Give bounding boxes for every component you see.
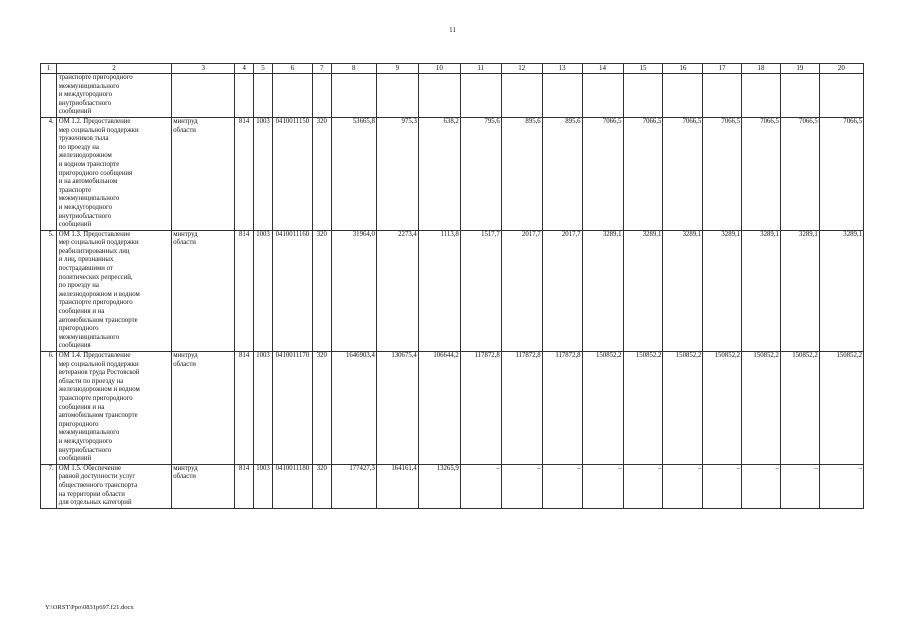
value-cell: – bbox=[819, 464, 863, 508]
table-body bbox=[41, 74, 864, 509]
measure-name-line: и водном транспорте bbox=[58, 160, 120, 168]
value-cell: 3289,1 bbox=[582, 230, 623, 351]
executor bbox=[172, 74, 235, 118]
measure-name-line: транспорте пригородного bbox=[58, 299, 133, 307]
value-cell: 1517,7 bbox=[460, 230, 501, 351]
column-number-16: 16 bbox=[663, 64, 703, 74]
value-cell: – bbox=[780, 464, 819, 508]
measure-name-line: автомобильном транспорте bbox=[58, 412, 138, 420]
measure-name-line: по проезду на bbox=[58, 282, 99, 290]
value-cell bbox=[703, 74, 742, 118]
value-cell: 31964,0 bbox=[331, 230, 376, 351]
column-number-12: 12 bbox=[501, 64, 542, 74]
column-number-7: 7 bbox=[312, 64, 331, 74]
column-number-20: 20 bbox=[819, 64, 863, 74]
measure-name-line: межмуниципального bbox=[58, 195, 120, 203]
column-number-4: 4 bbox=[235, 64, 254, 74]
expense-type-code: 320 bbox=[312, 352, 331, 465]
column-number-19: 19 bbox=[780, 64, 819, 74]
measure-name-line: общественного транспорта bbox=[58, 481, 138, 489]
value-cell: 7066,5 bbox=[582, 117, 623, 230]
measure-name bbox=[56, 464, 171, 508]
target-article-code: 0410011160 bbox=[272, 230, 312, 351]
grbs-code: 814 bbox=[235, 117, 254, 230]
measure-name-line: и междугородного bbox=[58, 91, 113, 99]
executor bbox=[172, 117, 235, 230]
value-cell: 53665,8 bbox=[331, 117, 376, 230]
measure-name-line: сообщений bbox=[58, 455, 92, 463]
value-cell bbox=[663, 74, 703, 118]
value-cell: 130675,4 bbox=[376, 352, 418, 465]
measure-name-line: равной доступности услуг bbox=[58, 473, 136, 481]
measure-name-line: пригородного bbox=[58, 325, 99, 333]
executor-line: минтруд bbox=[173, 230, 198, 238]
value-cell: 150852,2 bbox=[663, 352, 703, 465]
column-number-18: 18 bbox=[742, 64, 781, 74]
value-cell bbox=[819, 74, 863, 118]
value-cell: – bbox=[742, 464, 781, 508]
measure-name-line: мер социальной поддержки bbox=[58, 360, 139, 368]
table-row bbox=[41, 117, 864, 230]
executor bbox=[172, 230, 235, 351]
executor-line: области bbox=[173, 360, 196, 368]
measure-name-line: и лиц, признанных bbox=[58, 256, 114, 264]
value-cell bbox=[623, 74, 663, 118]
expense-type-code: 320 bbox=[312, 117, 331, 230]
value-cell bbox=[376, 74, 418, 118]
value-cell: 117872,8 bbox=[542, 352, 582, 465]
target-article-code: 0410011150 bbox=[272, 117, 312, 230]
executor-line: области bbox=[173, 239, 196, 247]
measure-name-line: на территории области bbox=[58, 490, 125, 498]
value-cell: 795,6 bbox=[460, 117, 501, 230]
measure-name-line: железнодорожном bbox=[58, 152, 112, 160]
measure-name-line: транспорте bbox=[58, 186, 92, 194]
measure-name-line: пригородного сообщения bbox=[58, 169, 133, 177]
column-number-row bbox=[41, 64, 864, 74]
value-cell bbox=[780, 74, 819, 118]
executor-line: области bbox=[173, 473, 196, 481]
column-number-15: 15 bbox=[623, 64, 663, 74]
section-code: 1003 bbox=[254, 352, 273, 465]
budget-table bbox=[40, 63, 864, 509]
column-number-3: 3 bbox=[172, 64, 235, 74]
executor-line: минтруд bbox=[173, 352, 198, 359]
column-number-10: 10 bbox=[418, 64, 460, 74]
measure-name bbox=[56, 352, 171, 465]
value-cell: 3289,1 bbox=[663, 230, 703, 351]
measure-name-line: пригородного bbox=[58, 420, 99, 428]
value-cell: 150852,2 bbox=[819, 352, 863, 465]
grbs-code: 814 bbox=[235, 230, 254, 351]
executor-line: области bbox=[173, 126, 196, 134]
measure-name-line: области по проезду на bbox=[58, 377, 124, 385]
row-index: 5. bbox=[41, 230, 57, 351]
table-row bbox=[41, 230, 864, 351]
value-cell: – bbox=[703, 464, 742, 508]
column-number-17: 17 bbox=[703, 64, 742, 74]
measure-name-line: внутриобластного bbox=[58, 99, 112, 107]
executor bbox=[172, 464, 235, 508]
target-article-code: 0410011180 bbox=[272, 464, 312, 508]
value-cell: 117872,8 bbox=[501, 352, 542, 465]
column-number-14: 14 bbox=[582, 64, 623, 74]
measure-name-line: и междугородного bbox=[58, 203, 113, 211]
measure-name-line: транспорте пригородного bbox=[58, 394, 133, 402]
measure-name-line: для отдельных категорий bbox=[58, 499, 132, 507]
executor-line: минтруд bbox=[173, 464, 198, 472]
value-cell bbox=[582, 74, 623, 118]
measure-name-line: и междугородного bbox=[58, 437, 113, 445]
measure-name-line: сообщения bbox=[58, 342, 91, 350]
measure-name-line: ОМ 1.5. Обеспечение bbox=[58, 464, 121, 472]
measure-name-line: межмуниципального bbox=[58, 82, 120, 90]
value-cell bbox=[331, 74, 376, 118]
value-cell: 3289,1 bbox=[703, 230, 742, 351]
column-number-5: 5 bbox=[254, 64, 273, 74]
value-cell: 7066,5 bbox=[623, 117, 663, 230]
expense-type-code bbox=[312, 74, 331, 118]
grbs-code: 814 bbox=[235, 352, 254, 465]
section-code: 1003 bbox=[254, 230, 273, 351]
table-row bbox=[41, 352, 864, 465]
section-code bbox=[254, 74, 273, 118]
measure-name bbox=[56, 74, 171, 118]
value-cell: 1113,8 bbox=[418, 230, 460, 351]
column-number-8: 8 bbox=[331, 64, 376, 74]
value-cell bbox=[542, 74, 582, 118]
target-article-code bbox=[272, 74, 312, 118]
section-code: 1003 bbox=[254, 117, 273, 230]
measure-name-line: по проезду на bbox=[58, 143, 99, 151]
document-file-path: Y:\ORST\Ppo\0831p697.f21.docx bbox=[45, 604, 134, 611]
measure-name-line: сообщений bbox=[58, 221, 92, 229]
measure-name-line: ОМ 1.3. Предоставление bbox=[58, 230, 131, 238]
value-cell: – bbox=[663, 464, 703, 508]
value-cell: 150852,2 bbox=[703, 352, 742, 465]
value-cell: 7066,5 bbox=[703, 117, 742, 230]
measure-name-line: политических репрессий, bbox=[58, 273, 133, 281]
grbs-code bbox=[235, 74, 254, 118]
measure-name-line: железнодорожном и водном bbox=[58, 386, 140, 394]
measure-name-line: автомобильном транспорте bbox=[58, 316, 138, 324]
value-cell: 117872,8 bbox=[460, 352, 501, 465]
value-cell: – bbox=[623, 464, 663, 508]
measure-name-line: ветеранов труда Ростовской bbox=[58, 369, 140, 377]
value-cell: 638,2 bbox=[418, 117, 460, 230]
value-cell: – bbox=[582, 464, 623, 508]
row-index: 7. bbox=[41, 464, 57, 508]
value-cell: 3289,1 bbox=[819, 230, 863, 351]
value-cell bbox=[742, 74, 781, 118]
measure-name-line: сообщения и на bbox=[58, 403, 105, 411]
section-code: 1003 bbox=[254, 464, 273, 508]
measure-name-line: ОМ 1.2. Предоставление bbox=[58, 117, 131, 125]
column-number-9: 9 bbox=[376, 64, 418, 74]
value-cell: 2017,7 bbox=[501, 230, 542, 351]
target-article-code: 0410011170 bbox=[272, 352, 312, 465]
executor-line: минтруд bbox=[173, 117, 198, 125]
measure-name bbox=[56, 230, 171, 351]
value-cell: 3289,1 bbox=[623, 230, 663, 351]
measure-name-line: мер социальной поддержки bbox=[58, 239, 139, 247]
value-cell: 164161,4 bbox=[376, 464, 418, 508]
column-number-13: 13 bbox=[542, 64, 582, 74]
row-index: 4. bbox=[41, 117, 57, 230]
column-number-11: 11 bbox=[460, 64, 501, 74]
value-cell: 1646903,4 bbox=[331, 352, 376, 465]
column-number-6: 6 bbox=[272, 64, 312, 74]
value-cell: 3289,1 bbox=[742, 230, 781, 351]
expense-type-code: 320 bbox=[312, 230, 331, 351]
expense-type-code: 320 bbox=[312, 464, 331, 508]
value-cell bbox=[460, 74, 501, 118]
value-cell: 7066,5 bbox=[780, 117, 819, 230]
value-cell: 13265,9 bbox=[418, 464, 460, 508]
table-container bbox=[40, 63, 864, 603]
measure-name-line: тружеников тыла bbox=[58, 135, 109, 143]
value-cell: 150852,2 bbox=[582, 352, 623, 465]
measure-name-line: транспорте пригородного bbox=[58, 74, 133, 81]
measure-name-line: межмуниципального bbox=[58, 333, 120, 341]
measure-name-line: реабилитированных лиц bbox=[58, 247, 130, 255]
value-cell: 7066,5 bbox=[663, 117, 703, 230]
value-cell: 150852,2 bbox=[623, 352, 663, 465]
value-cell: 7066,5 bbox=[819, 117, 863, 230]
value-cell: 106644,2 bbox=[418, 352, 460, 465]
value-cell: 7066,5 bbox=[742, 117, 781, 230]
value-cell: 150852,2 bbox=[780, 352, 819, 465]
value-cell: 150852,2 bbox=[742, 352, 781, 465]
value-cell: 2273,4 bbox=[376, 230, 418, 351]
value-cell: 895,6 bbox=[542, 117, 582, 230]
measure-name-line: сообщения и на bbox=[58, 308, 105, 316]
table-row bbox=[41, 74, 864, 118]
measure-name-line: мер социальной поддержки bbox=[58, 126, 139, 134]
measure-name-line: внутриобластного bbox=[58, 446, 112, 454]
value-cell bbox=[501, 74, 542, 118]
measure-name-line: межмуниципального bbox=[58, 429, 120, 437]
measure-name-line: сообщений bbox=[58, 108, 92, 116]
column-number-2: 2 bbox=[56, 64, 171, 74]
value-cell bbox=[418, 74, 460, 118]
value-cell: 2017,7 bbox=[542, 230, 582, 351]
grbs-code: 814 bbox=[235, 464, 254, 508]
measure-name-line: ОМ 1.4. Предоставление bbox=[58, 352, 131, 359]
measure-name-line: пострадавшими от bbox=[58, 265, 113, 273]
value-cell: 895,6 bbox=[501, 117, 542, 230]
measure-name-line: железнодорожном и водном bbox=[58, 290, 140, 298]
value-cell: – bbox=[501, 464, 542, 508]
page-number: 11 bbox=[449, 26, 456, 34]
measure-name-line: внутриобластного bbox=[58, 212, 112, 220]
value-cell: 975,3 bbox=[376, 117, 418, 230]
executor bbox=[172, 352, 235, 465]
row-index bbox=[41, 74, 57, 118]
value-cell: 177427,3 bbox=[331, 464, 376, 508]
row-index: 6. bbox=[41, 352, 57, 465]
measure-name bbox=[56, 117, 171, 230]
value-cell: – bbox=[460, 464, 501, 508]
value-cell: 3289,1 bbox=[780, 230, 819, 351]
value-cell: – bbox=[542, 464, 582, 508]
table-row bbox=[41, 464, 864, 508]
measure-name-line: и на автомобильном bbox=[58, 178, 118, 186]
column-number-1: 1 bbox=[41, 64, 57, 74]
